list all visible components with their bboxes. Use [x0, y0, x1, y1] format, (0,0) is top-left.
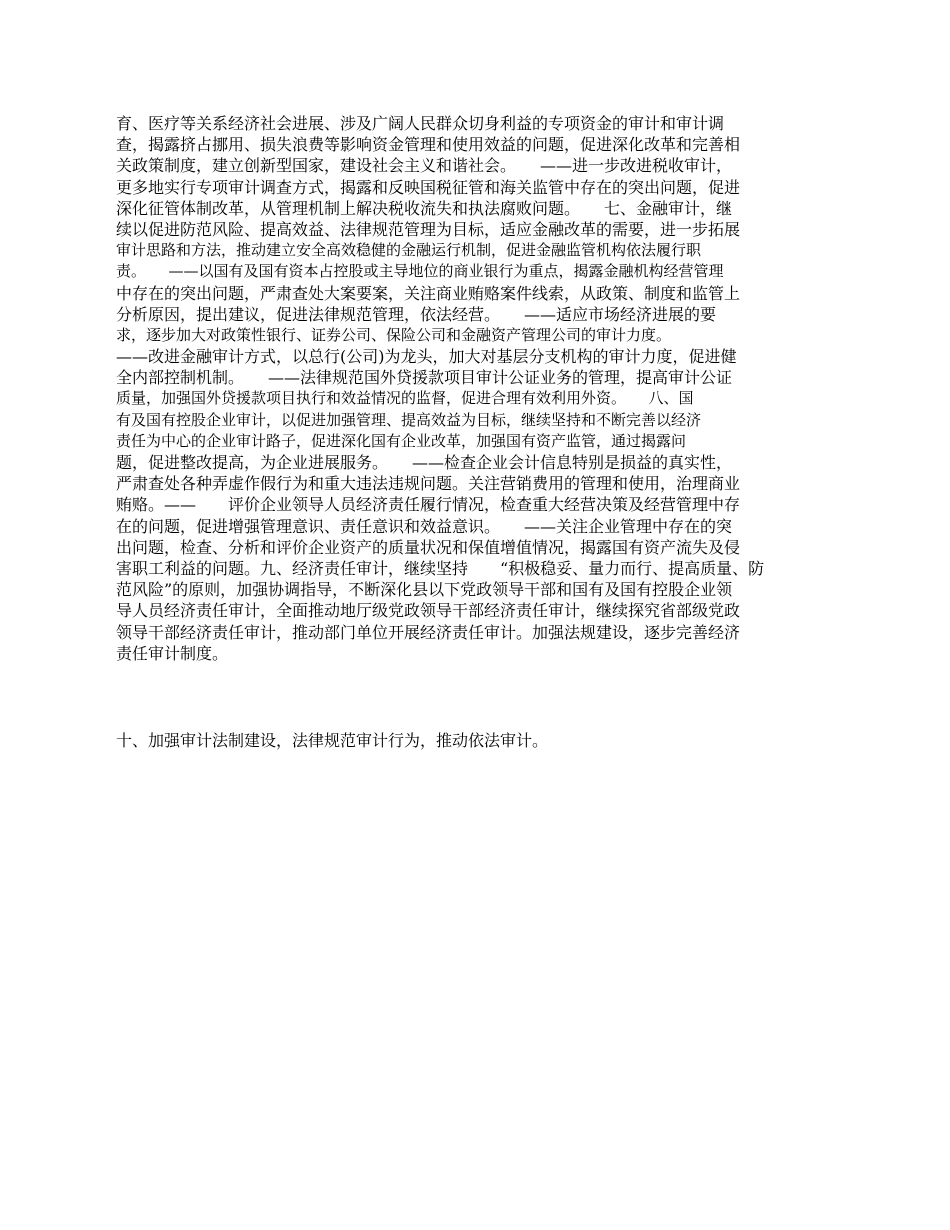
text-line: 责任审计制度。: [116, 643, 229, 663]
text-line: 查，揭露挤占挪用、损失浪费等影响资金管理和使用效益的问题，促进深化改革和完善相: [116, 135, 741, 155]
text-line: 中存在的突出问题，严肃查处大案要案，关注商业贿赂案件线索，从政策、制度和监管上: [116, 283, 741, 303]
text-line: 害职工利益的问题。九、经济责任审计，继续坚持 “积极稳妥、量力而行、提高质量、防: [116, 558, 765, 578]
text-line: ——改进金融审计方式，以总行(公司)为龙头，加大对基层分支机构的审计力度，促进健: [116, 347, 737, 367]
text-line: 责任为中心的企业审计路子，促进深化国有企业改革，加强国有资产监管，通过揭露问: [116, 431, 687, 450]
text-line: 出问题，检查、分析和评价企业资产的质量状况和保值增值情况，揭露国有资产流失及侵: [116, 537, 741, 557]
text-line: 领导干部经济责任审计，推动部门单位开展经济责任审计。加强法规建设，逐步完善经济: [116, 622, 741, 642]
text-line: 题，促进整改提高，为企业进展服务。 ——检查企业会计信息特别是损益的真实性，: [116, 453, 733, 472]
section-heading: 十、加强审计法制建设，法律规范审计行为，推动依法审计。: [116, 731, 549, 750]
text-line: 育、医疗等关系经济社会进展、涉及广阔人民群众切身利益的专项资金的审计和审计调: [116, 114, 725, 133]
text-line: 深化征管体制改革，从管理机制上解决税收流失和执法腐败问题。 七、金融审计，继: [116, 198, 733, 218]
text-line: 续以促进防范风险、提高效益、法律规范管理为目标，适应金融改革的需要，进一步拓展: [116, 219, 741, 239]
text-line: 全内部控制机制。 ——法律规范国外贷援款项目审计公证业务的管理，提高审计公证: [116, 368, 733, 388]
text-line: 有及国有控股企业审计，以促进加强管理、提高效益为目标，继续坚持和不断完善以经济: [116, 410, 702, 429]
text-line: 在的问题，促进增强管理意识、责任意识和效益意识。 ——关注企业管理中存在的突: [116, 516, 733, 536]
text-line: 导人员经济责任审计，全面推动地厅级党政领导干部经济责任审计，继续探究省部级党政: [116, 601, 741, 621]
text-line: 范风险”的原则，加强协调指导，不断深化县以下党政领导干部和国有及国有控股企业领: [116, 580, 733, 600]
text-line: 质量，加强国外贷援款项目执行和效益情况的监督，促进合理有效利用外资。 八、国: [116, 389, 694, 408]
text-line: 更多地实行专项审计调查方式，揭露和反映国税征管和海关监管中存在的突出问题，促进: [116, 177, 741, 197]
text-line: 求，逐步加大对政策性银行、证券公司、保险公司和金融资产管理公司的审计力度。: [116, 325, 672, 344]
text-line: 关政策制度，建立创新型国家，建设社会主义和谐社会。 ——进一步改进税收审计，: [116, 156, 733, 176]
text-line: 严肃查处各种弄虚作假行为和重大违法违规问题。关注营销费用的管理和使用，治理商业: [116, 474, 741, 494]
text-line: 分析原因，提出建议，促进法律规范管理，依法经营。 ——适应市场经济进展的要: [116, 304, 717, 324]
body-paragraph: [116, 113, 896, 664]
text-line: 责。 ——以国有及国有资本占控股或主导地位的商业银行为重点，揭露金融机构经营管理: [116, 262, 724, 281]
text-line: 贿赂。—— 评价企业领导人员经济责任履行情况，检查重大经营决策及经营管理中存: [116, 495, 741, 515]
text-line: 审计思路和方法，推动建立安全高效稳健的金融运行机制，促进金融监管机构依法履行职: [116, 241, 702, 260]
